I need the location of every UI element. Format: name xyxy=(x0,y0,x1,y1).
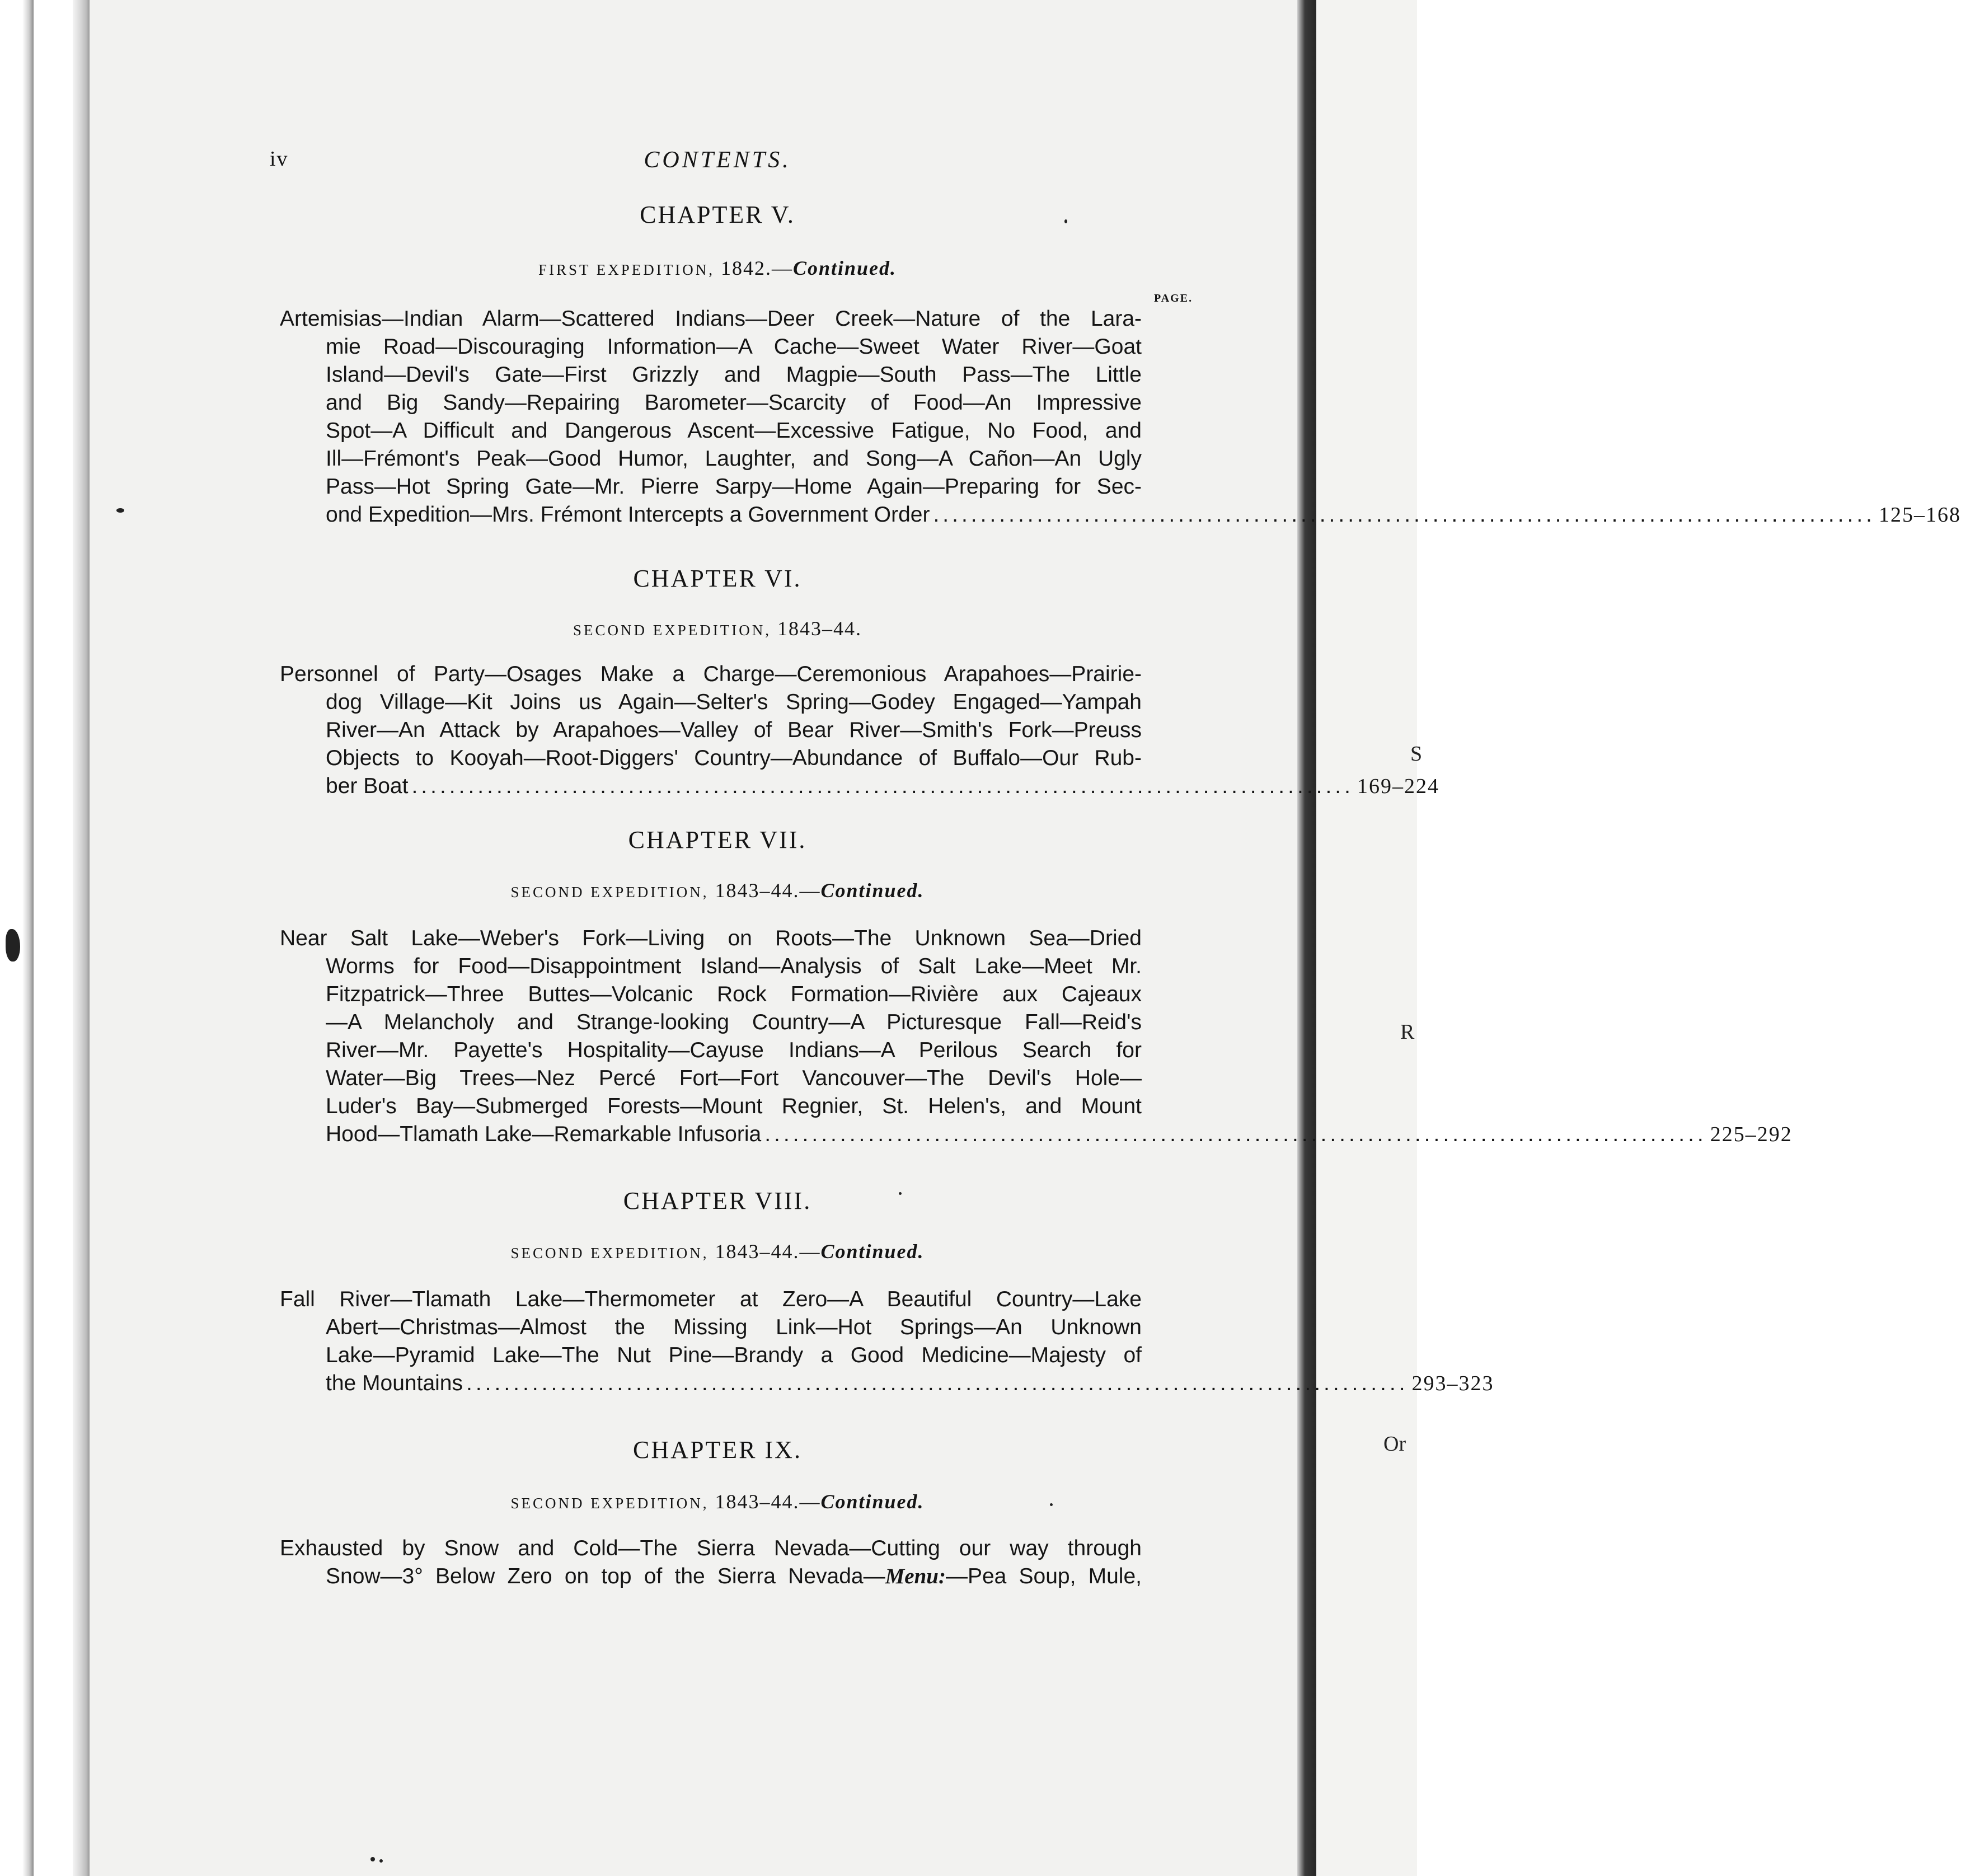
contents-line: River—An Attack by Arapahoes—Valley of Bear River—Smith's Fork—Preuss xyxy=(326,718,1142,742)
contents-line-text: ber Boat xyxy=(326,774,409,798)
contents-last-line xyxy=(326,501,1961,529)
dot-leader: .................................................................................................... xyxy=(764,1122,1707,1146)
contents-line: Abert—Christmas—Almost the Missing Link—Hot Springs—An Unknown xyxy=(326,1315,1142,1339)
chapter-contents xyxy=(280,660,1439,800)
contents-last-line xyxy=(326,1120,1793,1148)
contents-last-line xyxy=(326,1370,1494,1397)
chapter-subtitle xyxy=(270,1490,1165,1513)
expedition-year: 1843–44.— xyxy=(715,879,821,902)
contents-line-text: the Mountains xyxy=(326,1371,463,1395)
chapter-contents xyxy=(280,1286,1494,1397)
expedition-year: 1843–44.— xyxy=(715,1490,821,1513)
contents-line: Luder's Bay—Submerged Forests—Mount Regnier, St. Helen's, and Mount xyxy=(326,1094,1142,1118)
scan-speck xyxy=(899,1192,902,1195)
contents-line: mie Road—Discouraging Information—A Cache—Sweet Water River—Goat xyxy=(326,335,1142,359)
contents-line-text: —Pea Soup, Mule, xyxy=(945,1564,1142,1588)
facing-page-edge xyxy=(1316,0,1423,1876)
chapter-heading xyxy=(270,1436,1165,1464)
chapter-title: CHAPTER VI. xyxy=(633,565,802,592)
contents-line: Objects to Kooyah—Root-Diggers' Country—Abundance of Buffalo—Our Rub- xyxy=(326,746,1142,770)
chapter-heading xyxy=(270,564,1165,593)
contents-line: River—Mr. Payette's Hospitality—Cayuse Indians—A Perilous Search for xyxy=(326,1038,1142,1062)
chapter-subtitle xyxy=(270,256,1165,280)
contents-line: Fitzpatrick—Three Buttes—Volcanic Rock Formation—Rivière aux Cajeaux xyxy=(326,982,1142,1006)
running-head: CONTENTS. xyxy=(644,147,791,173)
page-range: 225–292 xyxy=(1710,1123,1793,1146)
page-range: 293–323 xyxy=(1411,1372,1494,1395)
dot-leader: .................................................................................................... xyxy=(466,1371,1409,1395)
chapter-heading xyxy=(270,200,1165,229)
page-range: 125–168 xyxy=(1879,503,1961,527)
menu-label: Menu: xyxy=(885,1564,946,1588)
chapter-title: CHAPTER V. xyxy=(640,201,795,228)
expedition-label: SECOND EXPEDITION, xyxy=(510,1495,709,1512)
chapter-subtitle xyxy=(270,879,1165,902)
expedition-label: FIRST EXPEDITION, xyxy=(538,261,715,278)
expedition-label: SECOND EXPEDITION, xyxy=(510,1245,709,1261)
contents-line: Ill—Frémont's Peak—Good Humor, Laughter, and Song—A Cañon—An Ugly xyxy=(326,447,1142,471)
expedition-label: SECOND EXPEDITION, xyxy=(510,884,709,901)
chapter-title: CHAPTER VII. xyxy=(628,826,807,853)
right-gutter xyxy=(1297,0,1316,1876)
expedition-year: 1842.— xyxy=(720,257,793,279)
chapter-title: CHAPTER IX. xyxy=(633,1436,802,1464)
expedition-year: 1843–44. xyxy=(777,617,862,640)
contents-line: Worms for Food—Disappointment Island—Analysis of Salt Lake—Meet Mr. xyxy=(326,954,1142,978)
left-page-edge xyxy=(73,0,90,1876)
contents-line: Near Salt Lake—Weber's Fork—Living on Roots—The Unknown Sea—Dried xyxy=(280,926,1142,950)
contents-line: Spot—A Difficult and Dangerous Ascent—Excessive Fatigue, No Food, and xyxy=(326,419,1142,443)
chapter-heading xyxy=(270,1186,1165,1215)
expedition-year: 1843–44.— xyxy=(715,1240,821,1263)
chapter-contents xyxy=(280,1535,1142,1591)
contents-line-text: ond Expedition—Mrs. Frémont Intercepts a Government Order xyxy=(326,503,930,527)
scan-speck xyxy=(1064,219,1067,223)
contents-line: Fall River—Tlamath Lake—Thermometer at Zero—A Beautiful Country—Lake xyxy=(280,1287,1142,1311)
contents-line: Lake—Pyramid Lake—The Nut Pine—Brandy a Good Medicine—Majesty of xyxy=(326,1343,1142,1367)
page-column-label: PAGE. xyxy=(1154,292,1193,304)
expedition-label: SECOND EXPEDITION, xyxy=(573,622,771,639)
chapter-contents xyxy=(280,925,1793,1148)
contents-line-text: Snow—3° Below Zero on top of the Sierra Nevada— xyxy=(326,1564,885,1588)
contents-line: Personnel of Party—Osages Make a Charge—Ceremonious Arapahoes—Prairie- xyxy=(280,662,1142,686)
continued-label: Continued. xyxy=(820,1240,925,1263)
contents-line: Exhausted by Snow and Cold—The Sierra Nevada—Cutting our way through xyxy=(280,1536,1142,1560)
contents-line: and Big Sandy—Repairing Barometer—Scarcity of Food—An Impressive xyxy=(326,391,1142,415)
contents-line: dog Village—Kit Joins us Again—Selter's Spring—Godey Engaged—Yampah xyxy=(326,690,1142,714)
contents-line xyxy=(326,1563,1142,1591)
scan-speck xyxy=(370,1857,375,1861)
contents-line: Artemisias—Indian Alarm—Scattered Indians—Deer Creek—Nature of the Lara- xyxy=(280,307,1142,331)
chapter-subtitle xyxy=(270,617,1165,640)
continued-label: Continued. xyxy=(820,879,925,902)
page-header xyxy=(270,147,1165,180)
contents-line-text: Hood—Tlamath Lake—Remarkable Infusoria xyxy=(326,1122,762,1146)
scan-speck xyxy=(116,508,124,513)
contents-line: Water—Big Trees—Nez Percé Fort—Fort Vancouver—The Devil's Hole— xyxy=(326,1066,1142,1090)
facing-page-letter: S xyxy=(1410,742,1423,766)
scan-speck xyxy=(1050,1503,1053,1506)
contents-last-line xyxy=(326,772,1439,800)
dot-leader: .................................................................................................... xyxy=(411,774,1354,798)
contents-line: —A Melancholy and Strange-looking Country—A Picturesque Fall—Reid's xyxy=(326,1010,1142,1034)
chapter-contents xyxy=(280,305,1961,529)
contents-line: Island—Devil's Gate—First Grizzly and Magpie—South Pass—The Little xyxy=(326,363,1142,387)
chapter-heading xyxy=(270,826,1165,854)
continued-label: Continued. xyxy=(792,257,897,279)
contents-line: Pass—Hot Spring Gate—Mr. Pierre Sarpy—Home Again—Preparing for Sec- xyxy=(326,475,1142,499)
facing-page-letter: Or xyxy=(1383,1432,1406,1456)
chapter-title: CHAPTER VIII. xyxy=(623,1187,812,1214)
scan-speck xyxy=(379,1859,383,1863)
continued-label: Continued. xyxy=(820,1490,925,1513)
facing-page-letter: R xyxy=(1400,1020,1415,1044)
chapter-subtitle xyxy=(270,1240,1165,1263)
folio: iv xyxy=(270,147,289,171)
dot-leader: .................................................................................................... xyxy=(933,503,1875,527)
page-range: 169–224 xyxy=(1357,775,1439,798)
